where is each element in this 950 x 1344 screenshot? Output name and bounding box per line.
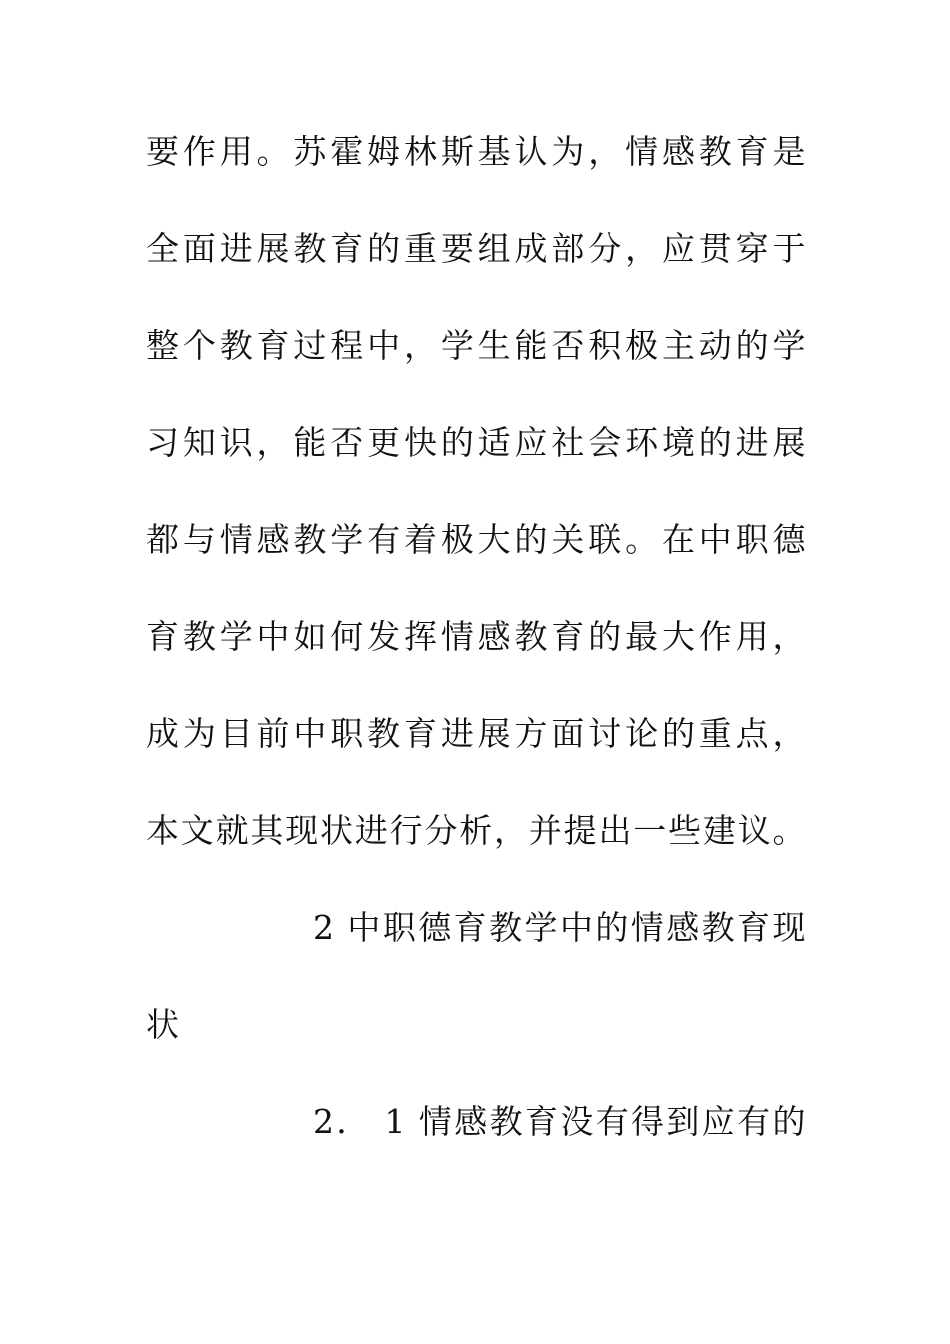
body-text-line: 成为目前中职教育进展方面讨论的重点， <box>146 714 806 753</box>
body-text-line: 整个教育过程中，学生能否积极主动的学 <box>146 326 806 365</box>
section-heading-continuation: 状 <box>146 1005 180 1044</box>
body-text-line: 育教学中如何发挥情感教育的最大作用， <box>146 617 806 656</box>
body-text-line: 全面进展教育的重要组成部分，应贯穿于 <box>146 229 806 268</box>
subsection-heading: 2． 1 情感教育没有得到应有的 <box>313 1102 806 1141</box>
body-text-line: 习知识，能否更快的适应社会环境的进展 <box>146 423 806 462</box>
body-text-line: 本文就其现状进行分析，并提出一些建议。 <box>146 811 806 850</box>
body-text-line: 都与情感教学有着极大的关联。在中职德 <box>146 520 806 559</box>
section-heading: 2 中职德育教学中的情感教育现 <box>313 908 806 947</box>
body-text-line: 要作用。苏霍姆林斯基认为，情感教育是 <box>146 132 806 171</box>
